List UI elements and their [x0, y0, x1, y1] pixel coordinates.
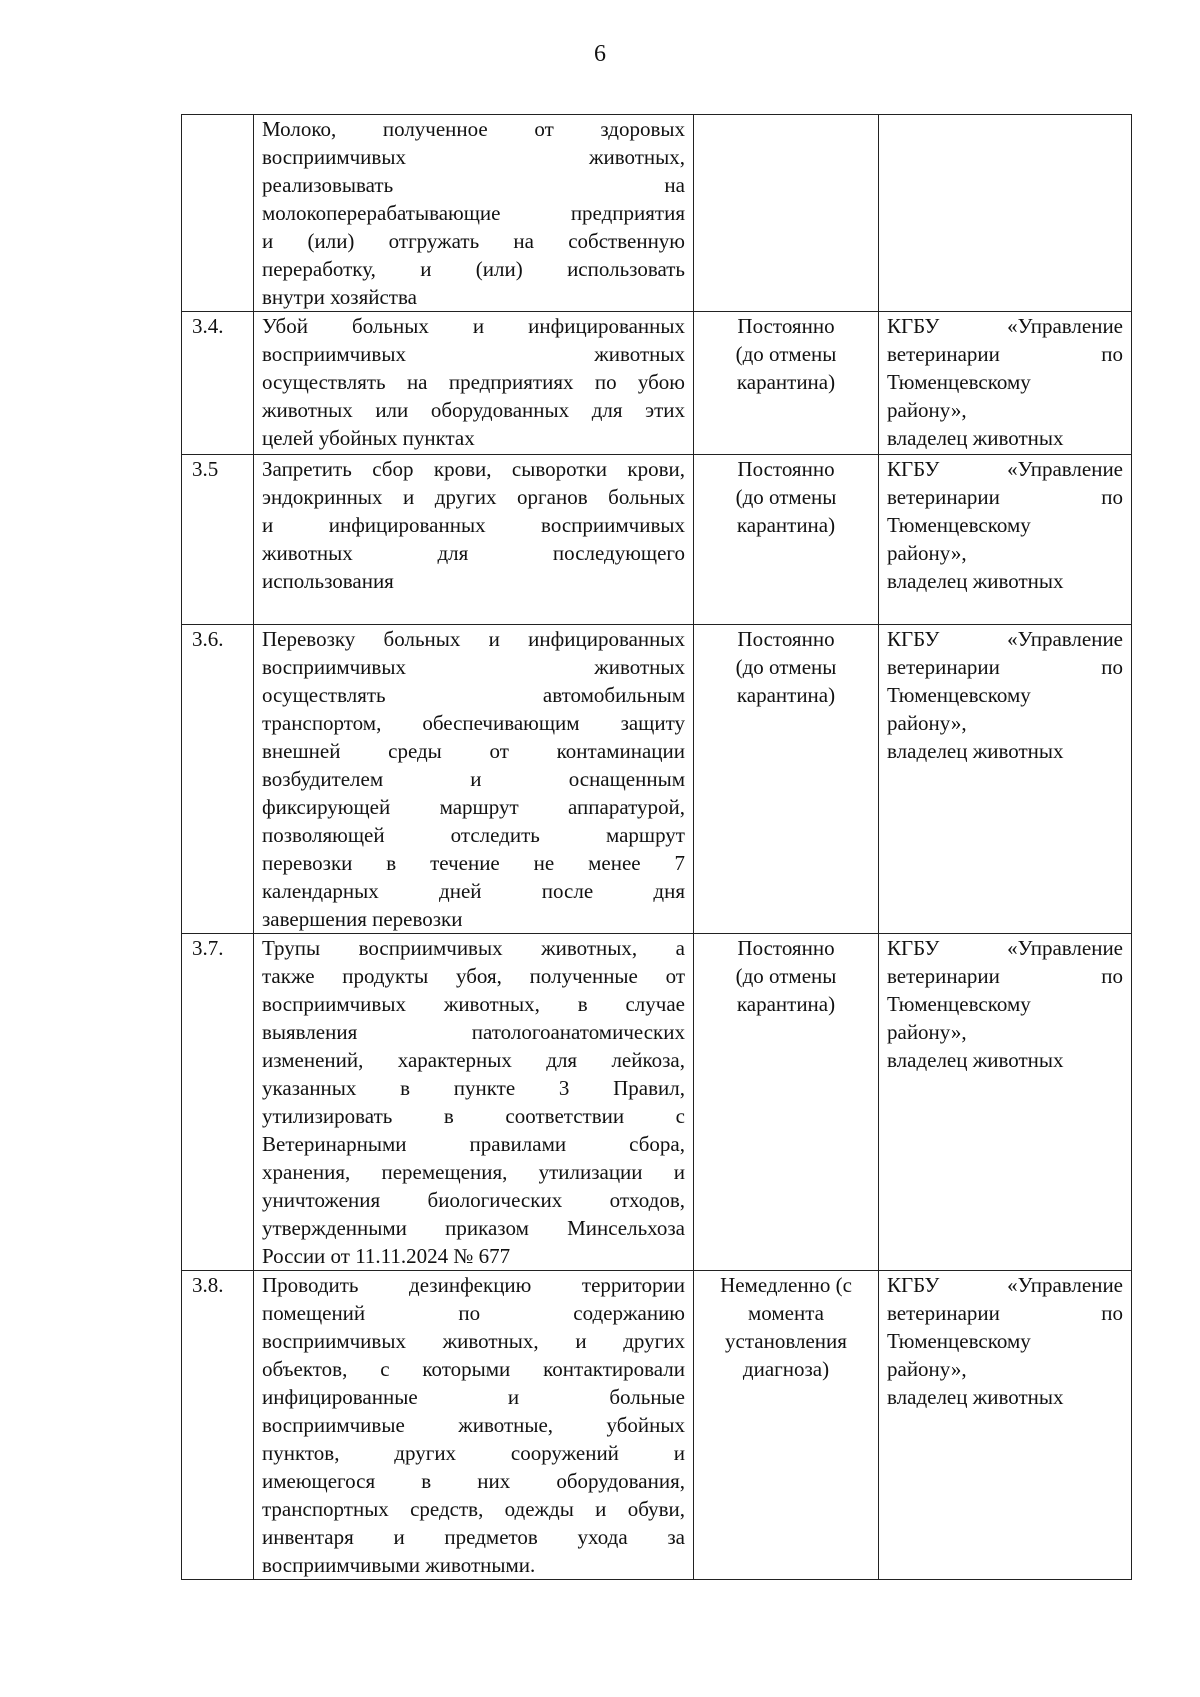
deadline-text-line: момента	[748, 1301, 824, 1325]
responsible-text-line: ветеринарии по	[887, 655, 1123, 679]
measure-text-line: изменений, характерных для лейкоза,	[262, 1048, 685, 1072]
measure-text-line: объектов, с которыми контактировали	[262, 1357, 685, 1381]
measures-table-body	[182, 115, 1132, 1580]
deadline-text-line: Постоянно	[737, 314, 835, 338]
item-number	[182, 115, 254, 312]
table-row	[182, 934, 1132, 1271]
measure-text-line: осуществлять на предприятиях по убою	[262, 370, 685, 394]
measure-text-line: пунктов, других сооружений и	[262, 1441, 685, 1465]
measure-text-line: транспортом, обеспечивающим защиту	[262, 711, 685, 735]
measure-text	[254, 115, 694, 312]
responsible-text	[879, 934, 1132, 1271]
responsible-text-line: ветеринарии по	[887, 1301, 1123, 1325]
responsible-text-line: Тюменцевскому	[887, 683, 1031, 707]
measure-text-line: животных или оборудованных для этих	[262, 398, 685, 422]
responsible-text-line: Тюменцевскому	[887, 992, 1031, 1016]
responsible-text	[879, 455, 1132, 625]
deadline-text	[694, 312, 879, 455]
measure-text-line: восприимчивых животных, и других	[262, 1329, 685, 1353]
responsible-text-line: КГБУ «Управление	[887, 936, 1123, 960]
deadline-text-line: карантина)	[736, 513, 836, 537]
measure-text-line: восприимчивых животных,	[262, 145, 685, 169]
responsible-text	[879, 1271, 1132, 1580]
measure-text-line: восприимчивых животных	[262, 655, 685, 679]
measure-text	[254, 1271, 694, 1580]
measure-text-line: Перевозку больных и инфицированных	[262, 627, 685, 651]
measure-text-line: инфицированные и больные	[262, 1385, 685, 1409]
measure-text-line: хранения, перемещения, утилизации и	[262, 1160, 685, 1184]
deadline-text-line: (до отмены	[735, 485, 837, 509]
responsible-text-line: КГБУ «Управление	[887, 314, 1123, 338]
responsible-text-line: району»,	[887, 1020, 967, 1044]
responsible-text-line: владелец животных	[887, 1385, 1064, 1409]
responsible-text-line: КГБУ «Управление	[887, 1273, 1123, 1297]
responsible-text	[879, 625, 1132, 934]
table-row	[182, 625, 1132, 934]
item-number: 3.7.	[182, 934, 254, 1271]
measure-text	[254, 625, 694, 934]
item-number: 3.8.	[182, 1271, 254, 1580]
responsible-text	[879, 312, 1132, 455]
responsible-text-line: Тюменцевскому	[887, 370, 1031, 394]
measure-text-line: завершения перевозки	[262, 907, 463, 931]
responsible-text-line: ветеринарии по	[887, 342, 1123, 366]
deadline-text-line: Постоянно	[737, 457, 835, 481]
measure-text-line: восприимчивыми животными.	[262, 1553, 536, 1577]
measure-text-line: России от 11.11.2024 № 677	[262, 1244, 511, 1268]
measure-text-line: животных для последующего	[262, 541, 685, 565]
measure-text-line: внешней среды от контаминации	[262, 739, 685, 763]
measure-text-line: и (или) отгружать на собственную	[262, 229, 685, 253]
table-row	[182, 115, 1132, 312]
measure-text-line: восприимчивых животных, в случае	[262, 992, 685, 1016]
measure-text-line: календарных дней после дня	[262, 879, 685, 903]
deadline-text	[694, 455, 879, 625]
deadline-text-line: Постоянно	[737, 936, 835, 960]
measure-text-line: и инфицированных восприимчивых	[262, 513, 685, 537]
responsible-text-line: району»,	[887, 398, 967, 422]
measure-text-line: уничтожения биологических отходов,	[262, 1188, 685, 1212]
measure-text-line: перевозки в течение не менее 7	[262, 851, 685, 875]
responsible-text-line: владелец животных	[887, 1048, 1064, 1072]
measure-text-line: позволяющей отследить маршрут	[262, 823, 685, 847]
deadline-text-line: карантина)	[736, 370, 836, 394]
measure-text-line: Убой больных и инфицированных	[262, 314, 685, 338]
measure-text-line: помещений по содержанию	[262, 1301, 685, 1325]
responsible-text-line: ветеринарии по	[887, 485, 1123, 509]
responsible-text-line: району»,	[887, 1357, 967, 1381]
responsible-text-line: Тюменцевскому	[887, 1329, 1031, 1353]
measure-text-line: осуществлять автомобильным	[262, 683, 685, 707]
measure-text-line: фиксирующей маршрут аппаратурой,	[262, 795, 685, 819]
deadline-text-line: диагноза)	[742, 1357, 830, 1381]
item-number: 3.4.	[182, 312, 254, 455]
table-row	[182, 312, 1132, 455]
item-number: 3.6.	[182, 625, 254, 934]
measure-text-line: транспортных средств, одежды и обуви,	[262, 1497, 685, 1521]
table-row	[182, 455, 1132, 625]
measure-text	[254, 312, 694, 455]
measure-text-line: Проводить дезинфекцию территории	[262, 1273, 685, 1297]
deadline-text-line: карантина)	[736, 992, 836, 1016]
measure-text-line: внутри хозяйства	[262, 285, 417, 309]
responsible-text-line: району»,	[887, 541, 967, 565]
measure-text-line: инвентаря и предметов ухода за	[262, 1525, 685, 1549]
measure-text-line: восприимчивых животных	[262, 342, 685, 366]
item-number: 3.5	[182, 455, 254, 625]
measure-text-line: восприимчивые животные, убойных	[262, 1413, 685, 1437]
responsible-text-line: КГБУ «Управление	[887, 627, 1123, 651]
measure-text-line: Молоко, полученное от здоровых	[262, 117, 685, 141]
responsible-text	[879, 115, 1132, 312]
deadline-text-line: (до отмены	[735, 964, 837, 988]
deadline-text	[694, 625, 879, 934]
measure-text-line: также продукты убоя, полученные от	[262, 964, 685, 988]
measure-text-line: указанных в пункте 3 Правил,	[262, 1076, 685, 1100]
responsible-text-line: владелец животных	[887, 426, 1064, 450]
measure-text	[254, 455, 694, 625]
measure-text-line: Ветеринарными правилами сбора,	[262, 1132, 685, 1156]
deadline-text-line: (до отмены	[735, 655, 837, 679]
measure-text-line: утилизировать в соответствии с	[262, 1104, 685, 1128]
deadline-text-line: Немедленно (с	[720, 1273, 852, 1297]
deadline-text-line: карантина)	[736, 683, 836, 707]
measure-text-line: Трупы восприимчивых животных, а	[262, 936, 685, 960]
deadline-text	[694, 1271, 879, 1580]
measure-text	[254, 934, 694, 1271]
deadline-text	[694, 934, 879, 1271]
deadline-text-line: (до отмены	[735, 342, 837, 366]
responsible-text-line: владелец животных	[887, 569, 1064, 593]
table-row	[182, 1271, 1132, 1580]
measure-text-line: реализовывать на	[262, 173, 685, 197]
measure-text-line: утвержденными приказом Минсельхоза	[262, 1216, 685, 1240]
responsible-text-line: владелец животных	[887, 739, 1064, 763]
measure-text-line: использования	[262, 569, 394, 593]
responsible-text-line: ветеринарии по	[887, 964, 1123, 988]
measures-table	[181, 114, 1132, 1580]
deadline-text-line: Постоянно	[737, 627, 835, 651]
measure-text-line: выявления патологоанатомических	[262, 1020, 685, 1044]
measure-text-line: переработку, и (или) использовать	[262, 257, 685, 281]
measure-text-line: молокоперерабатывающие предприятия	[262, 201, 685, 225]
measure-text-line: имеющегося в них оборудования,	[262, 1469, 685, 1493]
measure-text-line: эндокринных и других органов больных	[262, 485, 685, 509]
measure-text-line: целей убойных пунктах	[262, 426, 475, 450]
deadline-text	[694, 115, 879, 312]
measure-text-line: возбудителем и оснащенным	[262, 767, 685, 791]
measure-text-line: Запретить сбор крови, сыворотки крови,	[262, 457, 685, 481]
page-number: 6	[594, 41, 606, 67]
responsible-text-line: КГБУ «Управление	[887, 457, 1123, 481]
responsible-text-line: Тюменцевскому	[887, 513, 1031, 537]
deadline-text-line: установления	[725, 1329, 847, 1353]
responsible-text-line: району»,	[887, 711, 967, 735]
